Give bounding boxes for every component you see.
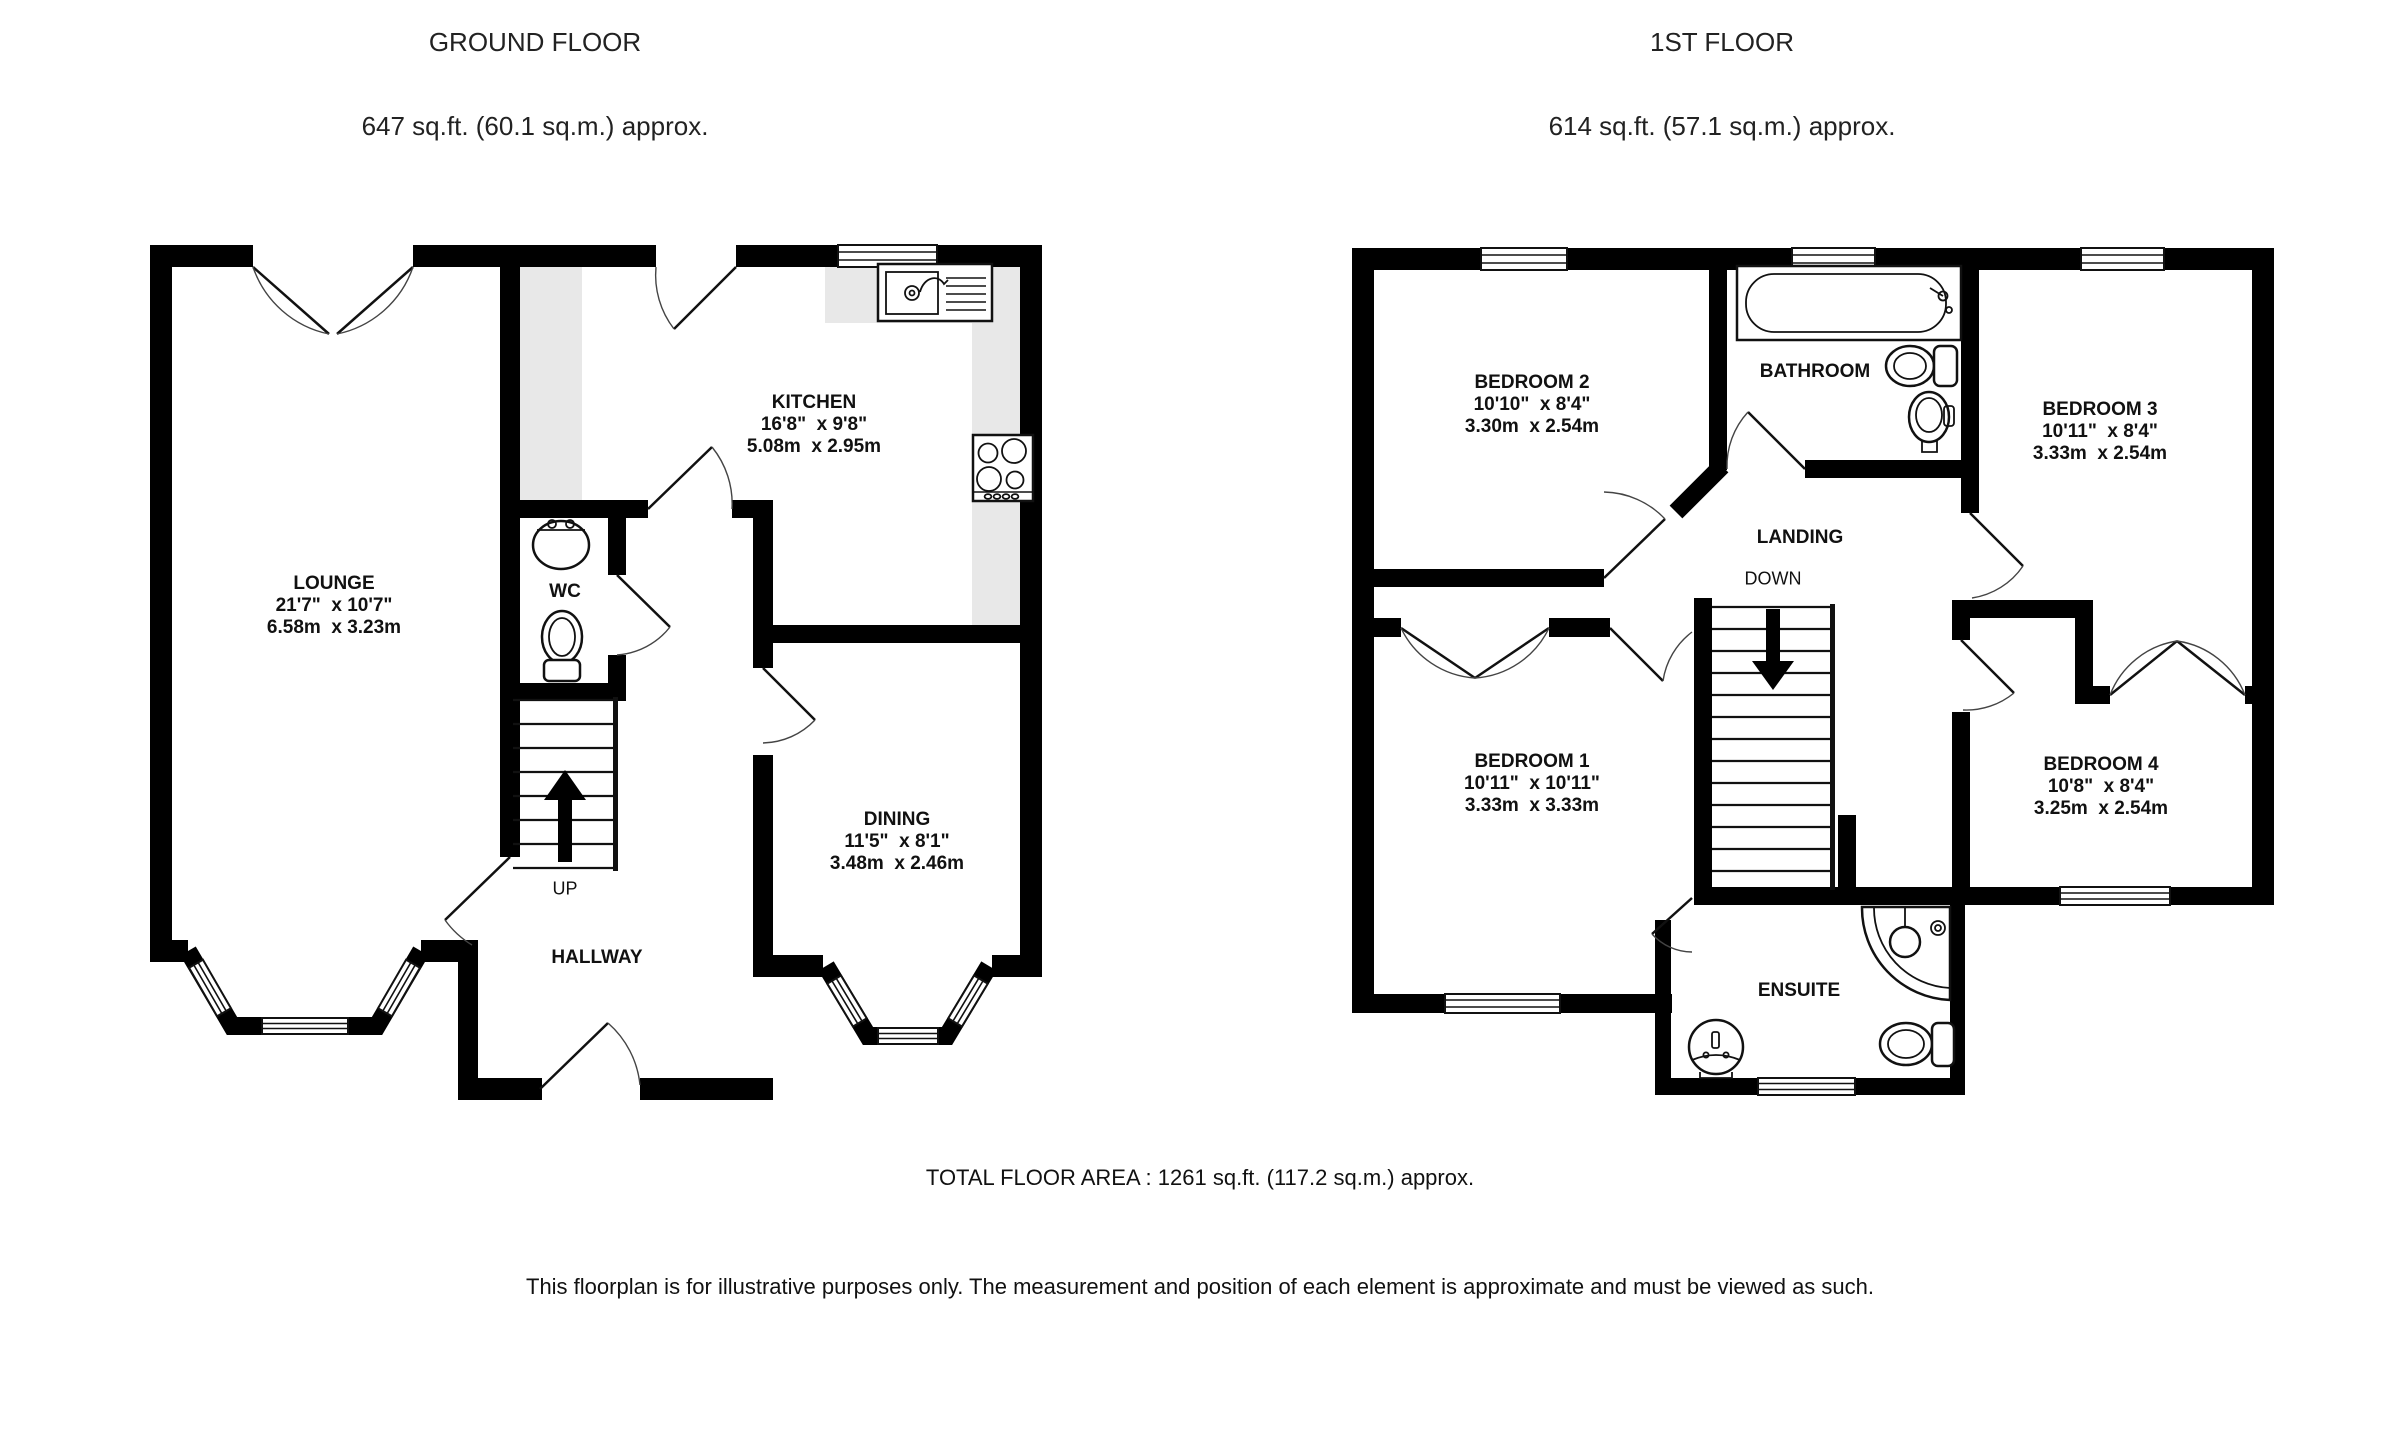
first-floor-title: 1ST FLOOR 614 sq.ft. (57.1 sq.m.) approx. xyxy=(1548,27,1896,141)
wc-toilet-icon xyxy=(542,611,582,681)
disclaimer: This floorplan is for illustrative purposes only. The measurement and position of each element is approximate and must be viewed as such. xyxy=(526,1274,1874,1299)
down-arrow-icon xyxy=(1752,609,1794,690)
ensuite-label: ENSUITE xyxy=(1757,980,1841,1001)
bathroom-label: BATHROOM xyxy=(1759,361,1871,382)
bedroom1-label: BEDROOM 1 10'11" x 10'11" 3.33m x 3.33m xyxy=(1464,751,1600,816)
bathroom-toilet-icon xyxy=(1886,346,1957,386)
up-arrow-icon xyxy=(544,770,586,862)
ground-walls xyxy=(150,245,1042,1100)
stairs-down xyxy=(1712,604,1835,890)
bathroom-sink-icon xyxy=(1909,392,1954,452)
ground-floor-plan xyxy=(150,245,1042,1100)
landing-label: LANDING xyxy=(1756,527,1844,548)
total-floor-area: TOTAL FLOOR AREA : 1261 sq.ft. (117.2 sq.m.) approx. xyxy=(925,1165,1475,1190)
up-label: UP xyxy=(552,878,578,899)
lounge-label: LOUNGE 21'7" x 10'7" 6.58m x 3.23m xyxy=(266,573,402,638)
ensuite-sink-icon xyxy=(1689,1020,1743,1078)
bedroom3-label: BEDROOM 3 10'11" x 8'4" 3.33m x 2.54m xyxy=(2032,399,2168,464)
bedroom2-label: BEDROOM 2 10'10" x 8'4" 3.30m x 2.54m xyxy=(1464,372,1600,437)
down-label: DOWN xyxy=(1744,568,1802,589)
shower-icon xyxy=(1862,907,1950,1000)
wc-basin-icon xyxy=(533,520,589,569)
bedroom4-label: BEDROOM 4 10'8" x 8'4" 3.25m x 2.54m xyxy=(2033,754,2169,819)
lounge-bay-window xyxy=(188,951,421,1034)
stairs-up xyxy=(513,697,618,871)
kitchen-sink-icon xyxy=(878,264,992,321)
hob-icon xyxy=(973,435,1033,501)
ground-floor-title: GROUND FLOOR 647 sq.ft. (60.1 sq.m.) approx. xyxy=(361,27,709,141)
kitchen-label: KITCHEN 16'8" x 9'8" 5.08m x 2.95m xyxy=(746,392,882,457)
bathtub-icon xyxy=(1737,266,1961,340)
wc-label: WC xyxy=(549,581,581,602)
dining-bay-window xyxy=(826,966,989,1044)
hallway-label: HALLWAY xyxy=(551,947,643,968)
dining-label: DINING 11'5" x 8'1" 3.48m x 2.46m xyxy=(829,809,965,874)
ensuite-toilet-icon xyxy=(1880,1023,1954,1066)
